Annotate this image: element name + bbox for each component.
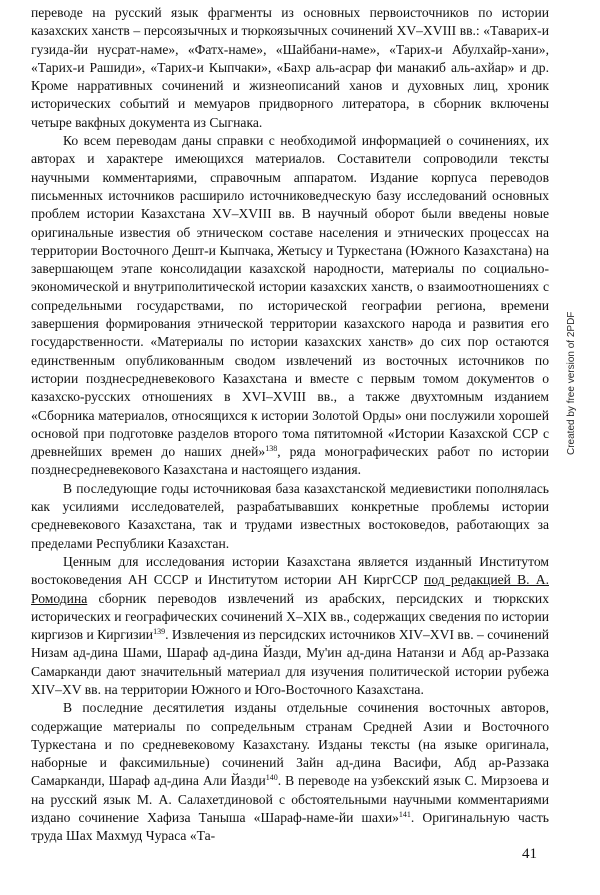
paragraph-text: В последние десятилетия изданы отдельные сочинения восточных авторов, содержащие материалы по сопредельным странам Средней Азии и Восточного Туркестана и по средневековому Казахстану. Изданы тексты (на языке оригинала, наборные и факсимильные) сочинений Зайн ад-дина Васифи, Абд ар-Раззака Самарканди, Шараф ад-дина Али Йазди [31,700,549,789]
paragraph [31,132,549,480]
footnote-ref: 141 [398,810,411,820]
footnote-ref: 139 [153,627,166,637]
paragraph [31,4,549,132]
paragraph-text: переводе на русский язык фрагменты из основных первоисточников по истории казахских ханств – персоязычных и тюркоязычных сочинений XV–XVIII вв.: «Таварих-и гузида-йи нусрат-наме», «Фатх-наме», «Шайбани-наме», «Тарих-и Абулхайр-хани», «Тарих-и Рашиди», «Тарих-и Кыпчаки», «Бахр аль-асрар фи манакиб аль-ахйар» и др. Кроме нарративных сочинений и жизнеописаний ханов и духовных лиц, хроник исторических событий и мемуаров придворного литератора, в сборник включены четыре вакфных документа из Сыгнака. [31,5,549,130]
paragraph [31,699,549,845]
paragraph [31,553,549,699]
paragraph-text: . В переводе на узбекский язык С. Мирзоева и на русский язык М. А. Салахетдиновой с обстоятельными научными комментариями издано сочинение Хафиза Таныша «Шараф-наме-йи шахи» [31,773,550,826]
paragraph-text: под редакцией В. А. Ромодина [31,572,549,606]
paragraph-text: сборник переводов извлечений из арабских, персидских и тюркских исторических и географических сочинений X–XIX вв., содержащих сведения по истории киргизов и Киргизии [31,590,549,643]
page-number: 41 [522,846,537,862]
paragraph-text: В последующие годы источниковая база казахстанской медиевистики пополнялась как усилиями исследователей, разрабатывавших конкретные проблемы истории средневекового Казахстана, так и трудами известных востоковедов, работающих за пределами Республики Казахстан. [31,480,549,551]
paragraph [31,480,549,553]
page-body-text [31,4,549,846]
paragraph-text: Ко всем переводам даны справки с необходимой информацией о сочинениях, их авторах и характере имеющихся материалов. Составители сопроводили тексты научными комментариями, справочным аппаратом. Издание корпуса переводов письменных источников расширило источниковедческую базу исследований основных проблем истории Казахстана XV–XVIII вв. В научный оборот были введены новые оригинальные известия об этническом составе населения и этнических процессах на территории Восточного Дешт-и Кыпчака, Жетысу и Туркестана (Южного Казахстана) на завершающем этапе консолидации казахской народности, материалы по социально-экономической и внутриполитической истории казахских ханств, о взаимоотношениях с сопредельными государствами, по исторической географии региона, времени завершения формирования этнической территории казахского народа и развития его государственности. «Материалы по истории казахских ханств» до сих пор остаются единственным опубликованным сводом извлечений из восточных источников по истории позднесредневекового Казахстана и вместе с первым томом документов о казахско-русских отношениях в XVI–XVIII вв., а также двухтомным изданием «Сборника материалов, относящихся к истории Золотой Орды» они послужили хорошей основой при подготовке разделов второго тома пятитомной «Истории Казахской ССР с древнейших времен до наших дней» [31,133,549,460]
paragraph-text: . Извлечения из персидских источников XIV–XVI вв. – сочинений Низам ад-дина Шами, Шараф ад-дина Йазди, Му'ин ад-дина Натанзи и Абд ар-Раззака Самарканди дают значительный материал для изучения политической истории рубежа XIV–XV вв. на территории Южного и Юго-Восточного Казахстана. [31,627,549,697]
paragraph-text: . Оригинальную часть труда Шах Махмуд Чураса «Та- [31,810,549,844]
paragraph-text: , ряда монографических работ по истории позднесредневекового Казахстана и настоящего издания. [31,444,550,478]
footnote-ref: 140 [265,773,278,783]
paragraph-text: Ценным для исследования истории Казахстана является изданный Институтом востоковедения АН СССР и Институтом истории АН КиргССР [31,553,549,588]
watermark: Created by free version of 2PDF [566,311,577,455]
footnote-ref: 138 [265,444,278,454]
